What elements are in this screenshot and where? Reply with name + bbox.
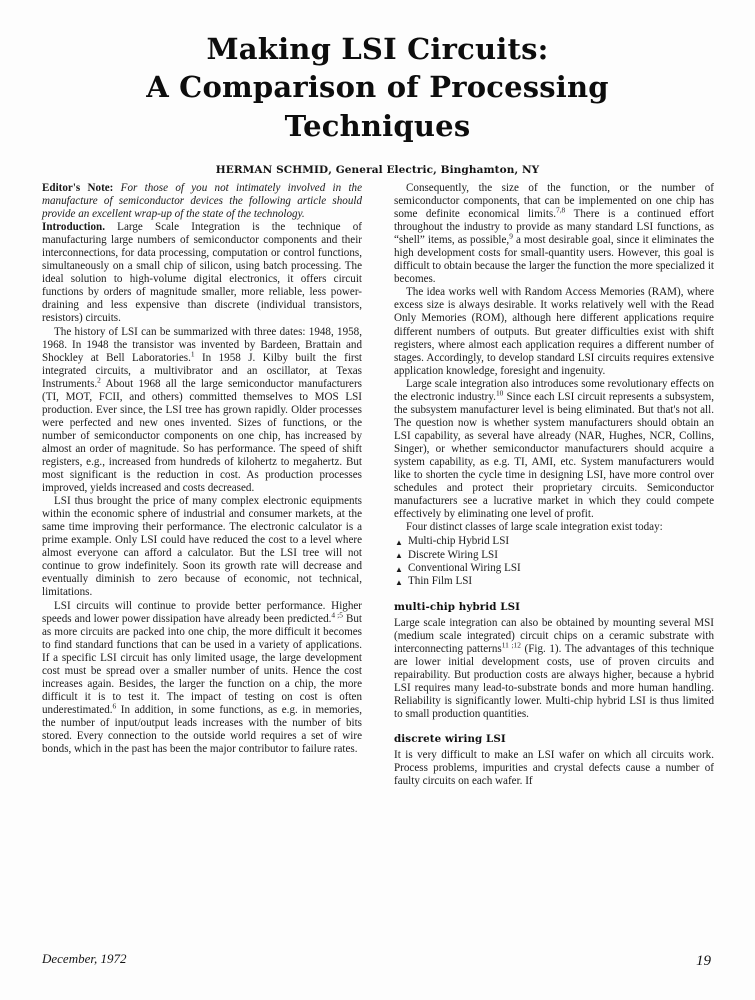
list-item <box>394 549 714 562</box>
performance-paragraph <box>42 600 362 757</box>
article-masthead <box>0 0 755 176</box>
introduction-paragraph <box>42 221 362 325</box>
revolution-paragraph <box>394 378 714 522</box>
performance-text-b: But as more circuits are packed into one chip, the more difficult it becomes to find standard functions that can be used in a variety of applications. If a specific LSI circuit has only limited usage, the large development cost must be spread over a smaller number of units. Hence the cost increases again. Besides, the larger the function on a chip, the more difficult it is to test it. The impact of testing on cost is often underestimated. <box>42 612 362 716</box>
limits-text-a: Consequently, the size of the function, or the number of semiconductor components, that can be implemented on one chip has some definite economical limits. <box>394 182 714 221</box>
editors-note-body: For those of you not intimately involved in the manufacture of semiconductor devices the following article should provide an excellent wrap-up of the state of the technology. <box>42 182 362 221</box>
limits-paragraph <box>394 182 714 286</box>
article-body <box>42 182 713 788</box>
page-title-line-1: Making LSI Circuits: <box>206 32 549 66</box>
history-paragraph <box>42 326 362 496</box>
right-column <box>394 182 714 788</box>
triangle-bullet-icon: ▲ <box>395 577 403 587</box>
list-item <box>394 562 714 575</box>
footnote-ref-11-12: 11 ;12 <box>501 640 521 650</box>
four-classes-paragraph: Four distinct classes of large scale integration exist today: <box>406 521 663 534</box>
list-item-label: Conventional Wiring LSI <box>408 562 521 575</box>
left-column <box>42 182 362 788</box>
multichip-text-a: Large scale integration can also be obtained by mounting several MSI (medium scale integrated) circuit chips on a ceramic substrate with interconnecting patterns <box>394 616 714 655</box>
footer-page-number: 19 <box>696 953 711 969</box>
memories-paragraph: The idea works well with Random Access Memories (RAM), where excess size is always desirable. It works relatively well with the Read Only Memories (ROM), although here different applications require different numbers of outputs. But greater difficulties exist with shift registers, where almost each application requires a different number of stages. Accordingly, to develop standard LSI circuits requires extensive application knowledge, foresight and ingenuity. <box>394 286 714 377</box>
lsi-classes-list <box>394 535 714 589</box>
history-text-b: In 1958 J. Kilby built the first integrated circuits, a multivibrator and an oscillator, at Texas Instruments. <box>42 351 363 390</box>
multichip-paragraph <box>394 617 714 721</box>
triangle-bullet-icon: ▲ <box>395 551 403 561</box>
byline-affiliation: , General Electric, Binghamton, NY <box>328 163 540 176</box>
list-item-label: Multi-chip Hybrid LSI <box>408 535 510 548</box>
limits-text-b: There is a continued effort throughout the industry to provide as many standard LSI functions, as “shell” items, as possible, <box>394 208 714 247</box>
editors-note-paragraph <box>42 182 362 221</box>
list-item <box>394 575 714 588</box>
section-heading-multi-chip-hybrid-lsi: multi-chip hybrid LSI <box>394 600 521 613</box>
footnote-ref-10: 10 <box>495 388 504 398</box>
footnote-ref-9: 9 <box>509 231 513 241</box>
article-byline <box>60 164 695 176</box>
multichip-text-b: (Fig. 1). The advantages of this technique are lower initial development costs, use of proven circuits and repairability. But production costs are always higher, because a hybrid LSI requires many lead-to-substrate bonds and more human handling. Reliability is significantly lower. Multi-chip hybrid LSI is thus limited to small production quantities. <box>394 642 714 721</box>
list-item <box>394 535 714 548</box>
footnote-ref-4-5: 4 ;5 <box>331 609 343 619</box>
footer-issue-date: December, 1972 <box>42 951 127 966</box>
list-item-label: Discrete Wiring LSI <box>408 548 498 561</box>
footnote-ref-2: 2 <box>97 375 101 385</box>
byline-author: HERMAN SCHMID <box>215 163 329 176</box>
triangle-bullet-icon: ▲ <box>395 564 403 574</box>
performance-text-a: LSI circuits will continue to provide better performance. Higher speeds and lower power dissipation have already been predicted. <box>42 599 362 625</box>
list-item-label: Thin Film LSI <box>408 575 473 588</box>
triangle-bullet-icon: ▲ <box>395 537 403 547</box>
revolution-text-a: Large scale integration also introduces some revolutionary effects on the electronic industry. <box>394 377 714 403</box>
footnote-ref-6: 6 <box>112 701 117 711</box>
history-text-c: About 1968 all the large semiconductor manufacturers (TI, MOT, FCII, and others) committed themselves to MOS LSI production. Ever since, the LSI tree has grown rapidly. Older processes were perfected and new ones invented. Sizes of functions, or the number of semiconductor components on one chip, has increased by almost an order of magnitude. So has performance. The speed of shift registers, e.g., increased from hundreds of kilohertz to megahertz. But most significant is the reduction in cost. As production processes improved, yields increased and costs decreased. <box>42 377 362 495</box>
discrete-wiring-paragraph: It is very difficult to make an LSI wafer on which all circuits work. Process problems, impurities and crystal defects cause a number of faulty circuits on each wafer. If <box>394 749 714 788</box>
price-paragraph: LSI thus brought the price of many complex electronic equipments within the economic sphere of industrial and consumer markets, at the same time improving their performance. The electronic calculator is a prime example. Only LSI could have reduced the cost to a level where almost everyone can afford a calculator. But the LSI tree will not continue to grow indefinitely. Soon its growth rate will decrease and eventually diminish to zero because of economic, not technical, limitations. <box>42 495 362 599</box>
footnote-ref-1: 1 <box>190 348 195 358</box>
page-title-line-2: A Comparison of Processing Techniques <box>146 70 609 143</box>
limits-text-c: a most desirable goal, since it eliminates the high development costs for small-quantity users. However, this goal is difficult to obtain because the larger the function the more specialized it becomes. <box>394 234 714 286</box>
introduction-label: Introduction. <box>42 221 105 234</box>
footnote-ref-7-8: 7,8 <box>556 205 566 215</box>
history-text-a: The history of LSI can be summarized with three dates: 1948, 1958, 1968. In 1948 the transistor was invented by Bardeen, Brattain and Shockley at Bell Laboratories. <box>42 325 362 364</box>
performance-text-c: In addition, in some functions, as e.g. in memories, the number of input/output leads increases with the number of bits stored. Every connection to the outside world requires a set of wire bonds, which in the past has been the major contributor to failure rates. <box>42 703 362 756</box>
revolution-text-b: Since each LSI circuit represents a subsystem, the subsystem manufacturer level is being eliminated. But that's not all. The question now is whether system manufacturers should obtain an LSI capability, as several have already (NAR, Hughes, NCR, Collins, Singer), or whether semiconductor manufacturers should acquire a system capability, as e.g. TI, AMI, etc. System manufacturers would like to shorten the cycle time in designing LSI, have more control over schedules and protect their proprietary circuits. Semiconductor manufacturers see a lucrative market in which they could compete effectively by eliminating one level of profit. <box>394 390 714 521</box>
section-heading-discrete-wiring-lsi: discrete wiring LSI <box>394 733 506 746</box>
introduction-body: Large Scale Integration is the technique of manufacturing large numbers of semiconductor components and their interconnections, for data processing, computation or control functions, simultaneously on a small chip of silicon, using batch processing. The ideal solution to high-volume digital electronics, it offers circuit functions by orders of magnitude smaller, more reliable, less power-draining and less expensive than discrete (individual transistors, resistors) circuits. <box>42 221 362 325</box>
editors-note-label: Editor's Note: <box>42 182 114 194</box>
